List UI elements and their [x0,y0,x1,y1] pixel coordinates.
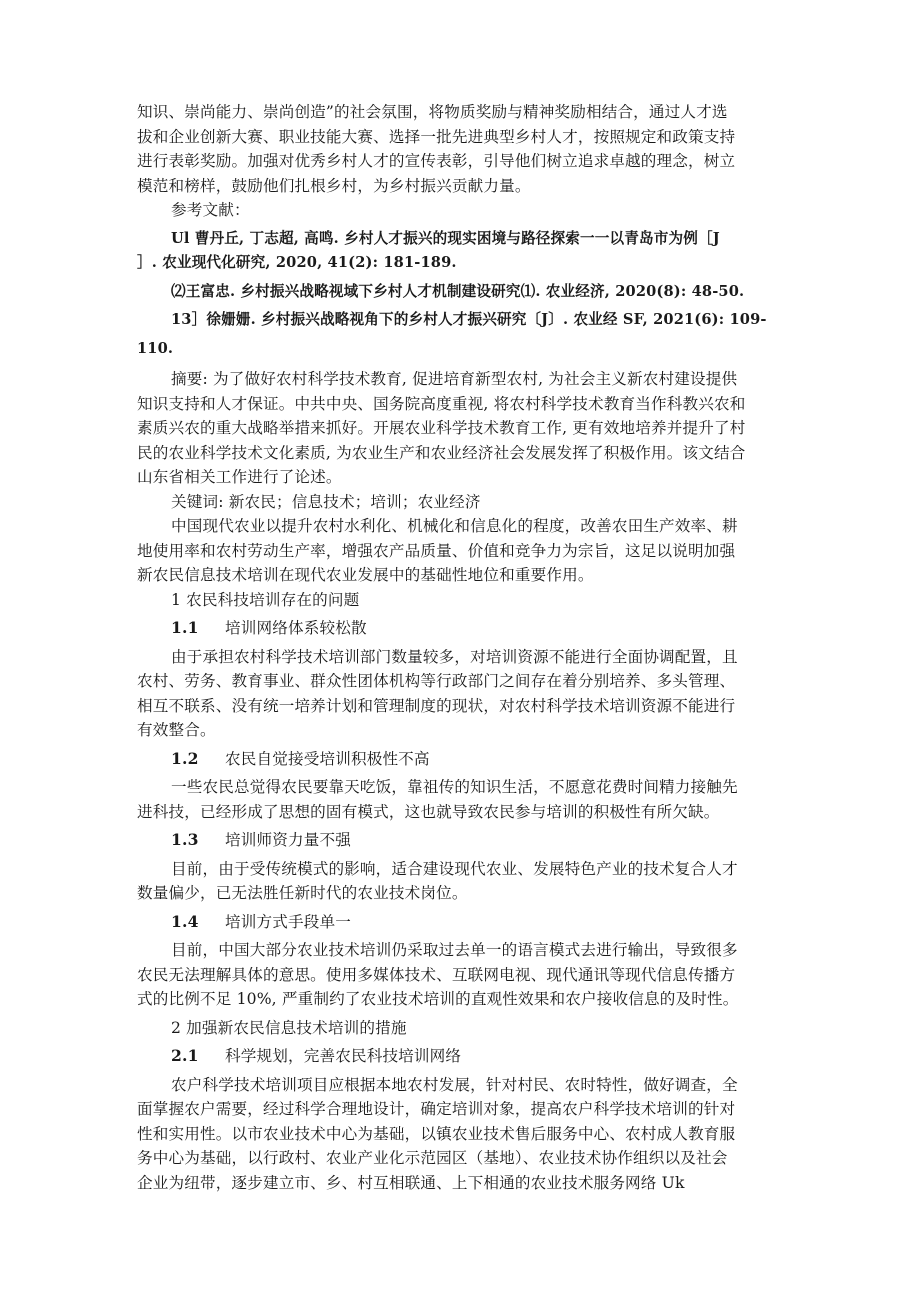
subsection-number: 1.2 [171,748,199,768]
subsection-number: 1.3 [171,830,199,849]
text-line: 中国现代农业以提升农村水利化、机械化和信息化的程度，改善农田生产效率、耕 [171,517,738,535]
subsection-1-4-body [137,938,789,1012]
text-line: 一些农民总觉得农民要靠天吃饭，靠祖传的知识生活，不愿意花费时间精力接触先 [171,778,738,796]
text-line: 新农民信息技术培训在现代农业发展中的基础性地位和重要作用。 [137,566,594,584]
text-line: 目前，由于受传统模式的影响，适合建设现代农业、发展特色产业的技术复合人才 [171,859,738,878]
subsection-1-2-heading [137,747,789,772]
text-line: 企业为纽带，逐步建立市、乡、村互相联通、上下相通的农业技术服务网络 Uk [137,1173,685,1192]
text-line: 模范和榜样，鼓励他们扎根乡村，为乡村振兴贡献力量。 [137,176,531,195]
subsection-title: 培训网络体系较松散 [225,619,367,637]
text-line: 务中心为基础，以行政村、农业产业化示范园区（基地）、农业技术协作组织以及社会 [137,1149,728,1167]
abstract-line: 摘要: 为了做好农村科学技术教育, 促进培育新型农村, 为社会主义新农村建设提供 [171,370,738,388]
subsection-1-2-body [137,775,789,824]
text-line: 数量偏少，已无法胜任新时代的农业技术岗位。 [137,884,468,902]
text-line: 拔和企业创新大赛、职业技能大赛、选择一批先进典型乡村人才，按照规定和政策支持 [137,127,736,146]
text-line: 进行表彰奖励。加强对优秀乡村人才的宣传表彰，引导他们树立追求卓越的理念，树立 [137,152,736,170]
subsection-2-1-heading [137,1044,789,1069]
text-line: 农民无法理解具体的意思。使用多媒体技术、互联网电视、现代通讯等现代信息传播方 [137,965,736,984]
intro-paragraph [137,100,789,198]
subsection-title: 培训师资力量不强 [225,831,351,849]
abstract-line: 民的农业科学技术文化素质, 为农业生产和农业经济社会发展发挥了积极作用。该文结合 [137,443,746,462]
subsection-1-1-body [137,645,789,743]
subsection-number: 2.1 [171,1046,199,1065]
references-heading: 参考文献： [171,201,250,219]
abstract [137,367,789,490]
text-line: 农村、劳务、教育事业、群众性团体机构等行政部门之间存在着分别培养、多头管理、 [137,672,736,690]
subsection-title: 培训方式手段单一 [225,912,351,931]
text-line: 相互不联系、没有统一培养计划和管理制度的现状，对农村科学技术培训资源不能进行 [137,696,736,715]
abstract-line: 山东省相关工作进行了论述。 [137,468,342,486]
text-line: 式的比例不足 10%, 严重制约了农业技术培训的直观性效果和农户接收信息的及时性。 [137,990,739,1008]
subsection-title: 农民自觉接受培训积极性不高 [225,749,430,768]
text-line: 有效整合。 [137,721,216,739]
subsection-2-1-body [137,1073,789,1196]
abstract-line: 素质兴农的重大战略举措来抓好。开展农业科学技术教育工作, 更有效地培养并提升了村 [137,419,746,437]
reference-2: ⑵王富忠. 乡村振兴战略视域下乡村人才机制建设研究⑴. 农业经济, 2020(8): 48-50. [171,282,745,300]
subsection-title: 科学规划，完善农民科技培训网络 [225,1047,462,1065]
subsection-1-3-body [137,857,789,906]
section-1-heading: 1 农民科技培训存在的问题 [171,590,360,609]
abstract-line: 知识支持和人才保证。中共中央、国务院高度重视, 将农村科学技术教育当作科教兴农和 [137,394,746,413]
references [137,198,789,361]
text-line: 性和实用性。以市农业技术中心为基础，以镇农业技术售后服务中心、农村成人教育服 [137,1124,736,1143]
text-line: 知识、崇尚能力、崇尚创造”的社会氛围，将物质奖励与精神奖励相结合，通过人才选 [137,103,728,121]
subsection-1-4-heading [137,910,789,935]
text-line: 农户科学技术培训项目应根据本地农村发展，针对村民、农时特性，做好调查，全 [171,1075,738,1094]
subsection-number: 1.1 [171,618,199,637]
text-line: 目前，中国大部分农业技术培训仍采取过去单一的语言模式去进行输出，导致很多 [171,941,738,959]
text-line: 由于承担农村科学技术培训部门数量较多，对培训资源不能进行全面协调配置，且 [171,647,738,666]
body-intro-paragraph [137,514,789,588]
text-line: 面掌握农户需要，经过科学合理地设计，确定培训对象，提高农户科学技术培训的针对 [137,1100,736,1118]
text-line: 进科技，已经形成了思想的固有模式，这也就导致农民参与培训的积极性有所欠缺。 [137,802,720,821]
reference-1: Ul 曹丹丘, 丁志超, 高鸣. 乡村人才振兴的现实困境与路径探索一一以青岛市为例［J [171,229,720,247]
reference-3-cont: 110. [137,339,174,357]
keywords: 关键词: 新农民；信息技术；培训；农业经济 [171,492,481,511]
subsection-1-1-heading [137,616,789,641]
subsection-1-3-heading [137,828,789,853]
section-2-heading: 2 加强新农民信息技术培训的措施 [171,1018,407,1037]
subsection-number: 1.4 [171,911,199,931]
reference-3: 13］徐姗姗. 乡村振兴战略视角下的乡村人才振兴研究〔J〕. 农业经 SF, 2021(6): 109- [171,311,767,328]
reference-1-cont: ］. 农业现代化研究, 2020, 41(2): 181-189. [137,254,457,271]
text-line: 地使用率和农村劳动生产率，增强农产品质量、价值和竞争力为宗旨，这足以说明加强 [137,541,736,560]
document-page [137,100,789,1195]
